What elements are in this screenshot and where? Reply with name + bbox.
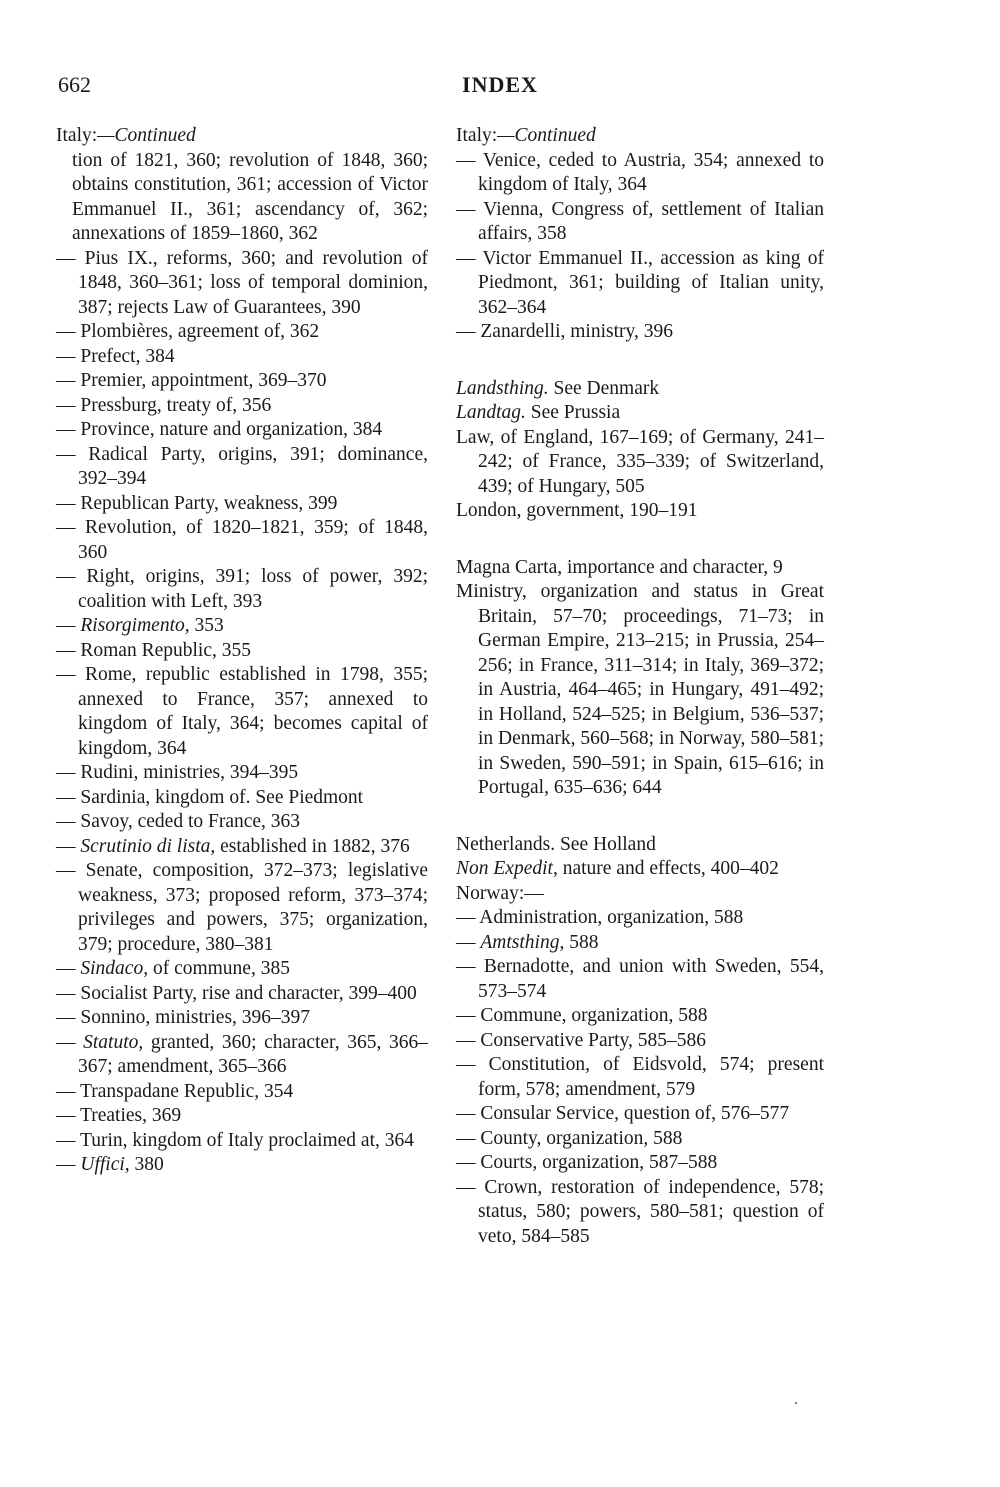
heading-norway: Norway:— — [456, 882, 544, 904]
entry-text: — Courts, organization, 587–588 — [456, 1152, 718, 1173]
index-entry — [56, 1129, 428, 1154]
entry-italic-term: Amtsthing, — [480, 931, 565, 953]
index-entry — [56, 810, 428, 835]
entry-text: — Rome, republic established in 1798, 355; annexed to France, 357; annexed to kingdom of Italy, 364; becomes capital of kingdom, 364 — [56, 664, 428, 759]
entry-text: — Province, nature and organization, 384 — [56, 419, 383, 440]
index-entry — [56, 614, 428, 639]
entry-text: — Pressburg, treaty of, 356 — [56, 394, 272, 416]
entry-text: — Radical Party, origins, 391; dominance, 392–394 — [56, 443, 428, 489]
heading-continued: —Continued — [97, 125, 196, 146]
index-entry — [56, 1031, 428, 1080]
index-entry — [56, 1153, 428, 1178]
index-entry — [56, 516, 428, 565]
stray-mark — [795, 1402, 797, 1404]
index-entry — [456, 1053, 824, 1102]
index-entry — [456, 955, 824, 1004]
entry-text: established in 1882, 376 — [215, 835, 410, 857]
entry-text: — — [456, 931, 481, 953]
entry-text: — Sardinia, kingdom of. See Piedmont — [56, 786, 364, 808]
index-entry — [56, 761, 428, 786]
entry-text: — — [56, 1154, 81, 1175]
entry-text: — — [56, 835, 81, 857]
index-entry — [56, 418, 428, 443]
entry-italic-term: Uffici, — [80, 1154, 130, 1175]
entry-text: See Prussia — [525, 402, 621, 423]
index-entry — [56, 492, 428, 517]
entry-text: — Consular Service, question of, 576–577 — [456, 1103, 790, 1124]
entry-text: granted, 360; character, 365, 366–367; amendment, 365–366 — [78, 1031, 429, 1077]
entry-text: See Denmark — [548, 377, 660, 399]
index-entry — [456, 401, 824, 426]
entry-text: — County, organization, 588 — [456, 1127, 683, 1149]
heading-italy-continued-right — [456, 124, 824, 149]
index-entry — [56, 1080, 428, 1105]
entry-text: — Vienna, Congress of, settlement of Italian affairs, 358 — [456, 198, 824, 244]
entry-text: — Crown, restoration of independence, 578; status, 580; powers, 580–581; question of veto, 584–585 — [456, 1176, 824, 1247]
index-entry — [56, 1104, 428, 1129]
entry-text: — Conservative Party, 585–586 — [456, 1029, 707, 1051]
index-entry — [456, 857, 824, 882]
entry-text: Magna Carta, importance and character, 9 — [456, 556, 783, 578]
index-entry — [56, 1006, 428, 1031]
entry-text: — Senate, composition, 372–373; legislative weakness, 373; proposed reform, 373–374; privileges and powers, 375; organization, 379; procedure, 380–381 — [56, 860, 428, 955]
entry-text: — Revolution, of 1820–1821, 359; of 1848, 360 — [56, 517, 428, 563]
entry-text: nature and effects, 400–402 — [557, 858, 779, 879]
index-entry — [56, 443, 428, 492]
entry-text: — Prefect, 384 — [56, 345, 175, 367]
entry-text: — Rudini, ministries, 394–395 — [56, 762, 299, 783]
entry-text: — Victor Emmanuel II., accession as king of Piedmont, 361; building of Italian unity, 362–364 — [456, 247, 824, 318]
entry-text: of commune, 385 — [148, 958, 290, 979]
index-entry — [456, 377, 824, 402]
index-entry — [56, 247, 428, 321]
index-entry — [56, 957, 428, 982]
entry-text: — — [56, 1031, 84, 1053]
index-entry — [56, 663, 428, 761]
entry-text: — Republican Party, weakness, 399 — [56, 492, 338, 514]
index-entry — [456, 149, 824, 198]
index-entry — [56, 982, 428, 1007]
index-entry — [56, 320, 428, 345]
entry-text: — Premier, appointment, 369–370 — [56, 370, 327, 391]
left-column — [56, 124, 428, 1178]
index-entry — [456, 906, 824, 931]
entry-text: 353 — [189, 615, 224, 636]
entry-italic-term: Scrutinio di lista, — [80, 835, 216, 857]
index-entry — [456, 833, 824, 858]
heading-continued: —Continued — [497, 125, 596, 146]
norway-entries — [456, 906, 824, 1249]
entry-text: 380 — [129, 1154, 164, 1175]
index-entry — [456, 320, 824, 345]
index-entry — [56, 786, 428, 811]
entry-text: — Right, origins, 391; loss of power, 392; coalition with Left, 393 — [56, 566, 428, 612]
left-entries — [56, 247, 428, 1178]
index-entry — [56, 859, 428, 957]
entry-text: — Savoy, ceded to France, 363 — [56, 811, 301, 832]
heading-italy-continued — [56, 124, 428, 149]
entry-italic-term: Landtag. — [456, 402, 526, 423]
heading-main: Italy: — [456, 125, 498, 146]
entry-text: — Zanardelli, ministry, 396 — [456, 321, 673, 342]
index-entry — [456, 931, 824, 956]
index-entry — [56, 345, 428, 370]
entry-text: — Sonnino, ministries, 396–397 — [56, 1007, 311, 1028]
entry-italic-term: Landsthing. — [456, 377, 549, 399]
index-entry — [456, 1151, 824, 1176]
entry-text: — Turin, kingdom of Italy proclaimed at, 364 — [56, 1129, 415, 1151]
entry-text: — Plombières, agreement of, 362 — [56, 321, 320, 342]
page-title: INDEX — [462, 72, 538, 97]
entry-text: — Roman Republic, 355 — [56, 639, 251, 661]
l-entries — [456, 377, 824, 524]
entry-text: — Commune, organization, 588 — [456, 1005, 708, 1026]
index-entry — [456, 1004, 824, 1029]
index-entry — [56, 369, 428, 394]
entry-text: — Pius IX., reforms, 360; and revolution of 1848, 360–361; loss of temporal dominion, 387; rejects Law of Guarantees, 390 — [56, 247, 428, 318]
entry-text: Netherlands. See Holland — [456, 833, 656, 855]
page-number: 662 — [58, 72, 91, 97]
index-entry — [456, 499, 824, 524]
index-entry — [456, 556, 824, 581]
italy-entries — [456, 149, 824, 345]
entry-text: — Venice, ceded to Austria, 354; annexed to kingdom of Italy, 364 — [456, 149, 824, 195]
entry-text: 588 — [564, 931, 599, 953]
entry-text: — Administration, organization, 588 — [456, 907, 744, 928]
index-entry — [56, 394, 428, 419]
index-entry — [456, 1127, 824, 1152]
n-entries — [456, 833, 824, 882]
entry-text: Law, of England, 167–169; of Germany, 241–242; of France, 335–339; of Switzerland, 439; of Hungary, 505 — [456, 426, 824, 497]
index-entry — [56, 565, 428, 614]
entry-text: — Socialist Party, rise and character, 399–400 — [56, 982, 417, 1004]
entry-text: — Constitution, of Eidsvold, 574; present form, 578; amendment, 579 — [456, 1054, 824, 1100]
index-entry — [56, 639, 428, 664]
index-entry — [56, 835, 428, 860]
entry-text: — Treaties, 369 — [56, 1105, 182, 1126]
index-entry — [456, 1102, 824, 1127]
index-entry — [456, 198, 824, 247]
entry-italic-term: Non Expedit, — [456, 858, 558, 879]
continued-entry: tion of 1821, 360; revolution of 1848, 360; obtains constitution, 361; accession of Victor Emmanuel II., 361; ascendancy of, 362; annexations of 1859–1860, 362 — [72, 149, 428, 244]
index-entry — [456, 1029, 824, 1054]
entry-text: Ministry, organization and status in Great Britain, 57–70; proceedings, 71–73; in German Empire, 213–215; in Prussia, 254–256; in France, 311–314; in Italy, 369–372; in Austria, 464–465; in Hungary, 491–492; in Holland, 524–525; in Belgium, 536–537; in Denmark, 560–568; in Norway, 580–581; in Sweden, 590–591; in Spain, 615–616; in Portugal, 635–636; 644 — [456, 581, 824, 798]
m-entries — [456, 556, 824, 801]
entry-text: — Bernadotte, and union with Sweden, 554, 573–574 — [456, 956, 824, 1002]
entry-italic-term: Risorgimento, — [80, 615, 190, 636]
index-entry — [456, 426, 824, 500]
entry-text: — Transpadane Republic, 354 — [56, 1080, 294, 1102]
index-entry — [456, 580, 824, 801]
index-entry — [456, 247, 824, 321]
heading-main: Italy: — [56, 125, 98, 146]
index-entry — [456, 1176, 824, 1250]
entry-text: — — [56, 958, 81, 979]
entry-italic-term: Sindaco, — [80, 958, 149, 979]
entry-text: — — [56, 615, 81, 636]
entry-italic-term: Statuto, — [83, 1031, 144, 1053]
entry-text: London, government, 190–191 — [456, 500, 698, 521]
right-column — [456, 124, 824, 1249]
